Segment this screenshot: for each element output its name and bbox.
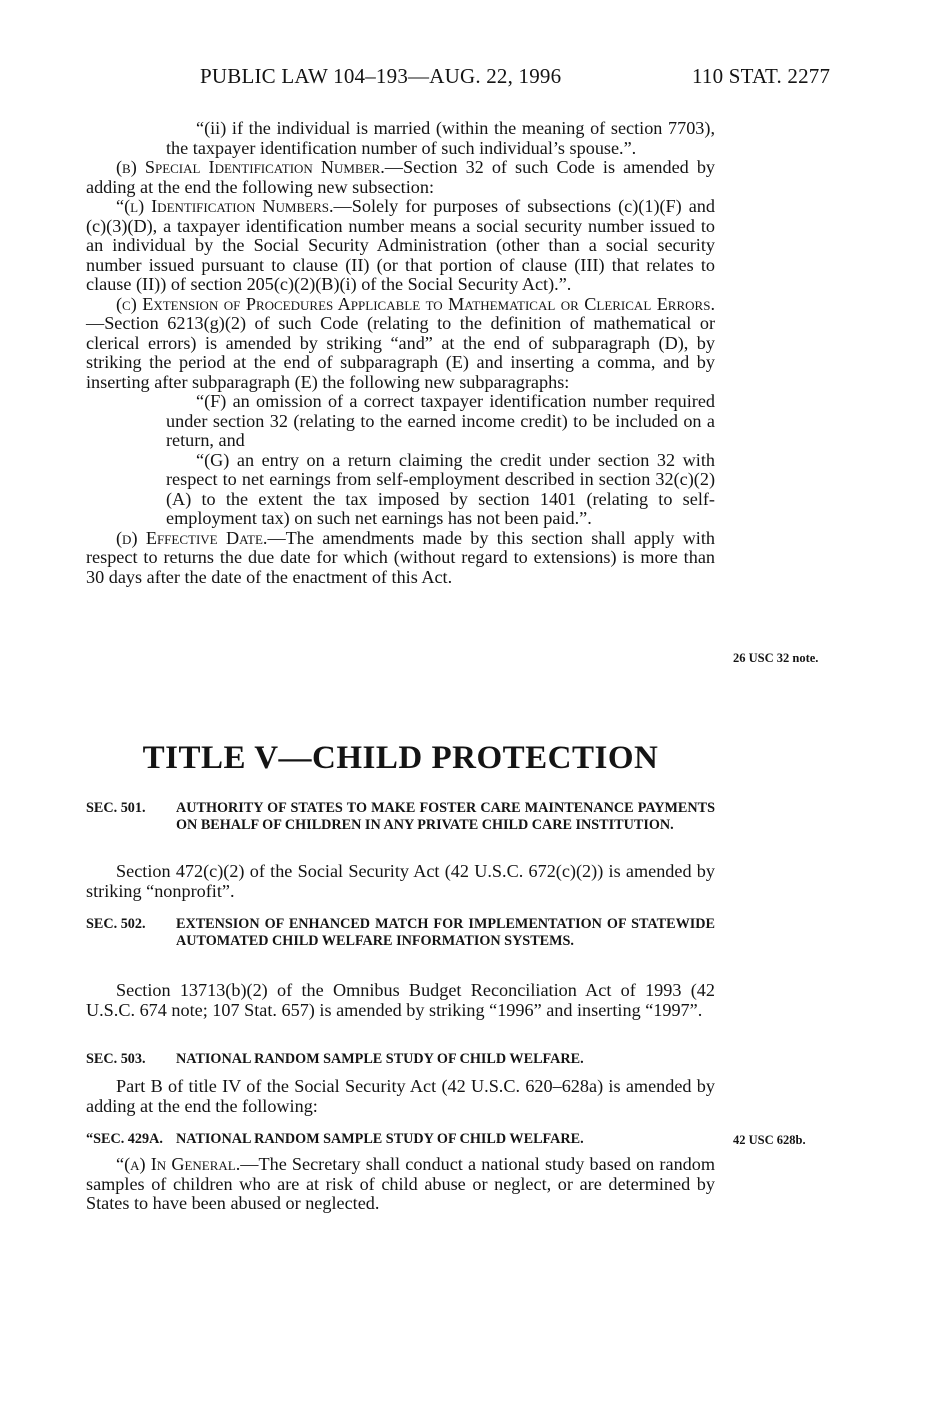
clause-ii-text: “(ii) if the individual is married (within the meaning of section 7703), the taxpayer identification number of such individual’s spouse.”. — [166, 118, 715, 158]
subsection-b-heading: (b) Special Identification Number. — [116, 157, 385, 177]
running-header-left: PUBLIC LAW 104–193—AUG. 22, 1996 — [200, 64, 562, 88]
section-502-text: Section 13713(b)(2) of the Omnibus Budget Reconciliation Act of 1993 (42 U.S.C. 674 note; 107 Stat. 657) is amended by striking “1996” and inserting “1997”. — [86, 980, 715, 1020]
body-block-amendments — [86, 119, 715, 587]
subsection-b — [86, 158, 715, 197]
subparagraph-g: “(G) an entry on a return claiming the credit under section 32 with respect to net earnings from self-employment described in section 32(c)(2)(A) to the extent the tax imposed by section 1401 (relating to self-employment tax) on such net earnings has not been paid.”. — [166, 449, 715, 528]
section-502-title: EXTENSION OF ENHANCED MATCH FOR IMPLEMENTATION OF STATEWIDE AUTOMATED CHILD WELFARE INFORMATION SYSTEMS. — [176, 916, 715, 949]
section-502-number: SEC. 502. — [86, 916, 146, 932]
subsection-l-text: —Solely for purposes of subsections (c)(1)(F) and (c)(3)(D), a taxpayer identification number means a social security number issued to an individual by the Social Security Administration (other than a social security number issued pursuant to clause (II) (or that portion of clause (III) that relates to clause (II)) of section 205(c)(2)(B)(i) of the Social Security Act).”. — [86, 196, 715, 294]
margin-note-usc-628b: 42 USC 628b. — [733, 1133, 806, 1147]
running-header-right: 110 STAT. 2277 — [692, 64, 831, 88]
subsection-d — [86, 529, 715, 588]
section-429a-heading — [86, 1131, 715, 1148]
subsection-b-text: —Section 32 of such Code is amended by adding at the end the following new subsection: — [86, 157, 716, 197]
section-429a-subsection-a — [86, 1155, 715, 1214]
subsection-a-heading: “(a) In General. — [116, 1154, 241, 1174]
section-429a-number: “SEC. 429A. — [86, 1131, 163, 1147]
margin-note-usc-32: 26 USC 32 note. — [733, 651, 819, 665]
section-501-text: Section 472(c)(2) of the Social Security Act (42 U.S.C. 672(c)(2)) is amended by striking “nonprofit”. — [86, 861, 715, 901]
quoted-clause-ii — [166, 119, 715, 158]
subsection-d-text: —The amendments made by this section shall apply with respect to returns the due date for which (without regard to extensions) is more than 30 days after the date of the enactment of this Act. — [86, 527, 715, 587]
subsection-a-text: —The Secretary shall conduct a national study based on random samples of children who are at risk of child abuse or neglect, or are determined by States to have been abused or neglected. — [86, 1154, 715, 1213]
section-501-body — [86, 862, 715, 901]
subparagraph-f: “(F) an omission of a correct taxpayer identification number required under section 32 (relating to the earned income credit) to be included on a return, and — [166, 391, 715, 450]
section-429a-body — [86, 1155, 715, 1214]
subsection-l — [86, 197, 715, 295]
section-429a-title: NATIONAL RANDOM SAMPLE STUDY OF CHILD WELFARE. — [176, 1131, 584, 1147]
section-501-heading — [86, 800, 715, 834]
section-501-title: AUTHORITY OF STATES TO MAKE FOSTER CARE MAINTENANCE PAYMENTS ON BEHALF OF CHILDREN IN ANY PRIVATE CHILD CARE INSTITUTION. — [176, 800, 715, 833]
section-503-text: Part B of title IV of the Social Security Act (42 U.S.C. 620–628a) is amended by adding at the end the following: — [86, 1076, 715, 1116]
subsection-d-heading: (d) Effective Date. — [116, 527, 268, 548]
section-503-heading — [86, 1051, 715, 1068]
quoted-subparagraphs — [166, 392, 715, 529]
subsection-c-text: —Section 6213(g)(2) of such Code (relating to the definition of mathematical or clerical errors) is amended by striking “and” at the end of subparagraph (D), by striking the period at the end of subparagraph (E) and inserting a comma, and by inserting after subparagraph (E) the following new subparagraphs: — [86, 313, 715, 392]
section-502-body — [86, 981, 715, 1020]
subsection-c-heading: (c) Extension of Procedures Applicable to Mathematical or Clerical Errors. — [116, 293, 715, 314]
section-503-body — [86, 1077, 715, 1116]
subsection-l-heading: “(l) Identification Numbers. — [116, 196, 334, 216]
section-502-heading — [86, 916, 715, 950]
section-503-title: NATIONAL RANDOM SAMPLE STUDY OF CHILD WELFARE. — [176, 1051, 584, 1067]
subsection-c — [86, 295, 715, 393]
section-503-number: SEC. 503. — [86, 1051, 146, 1067]
title-heading: TITLE V—CHILD PROTECTION — [142, 740, 659, 776]
section-501-number: SEC. 501. — [86, 800, 146, 816]
